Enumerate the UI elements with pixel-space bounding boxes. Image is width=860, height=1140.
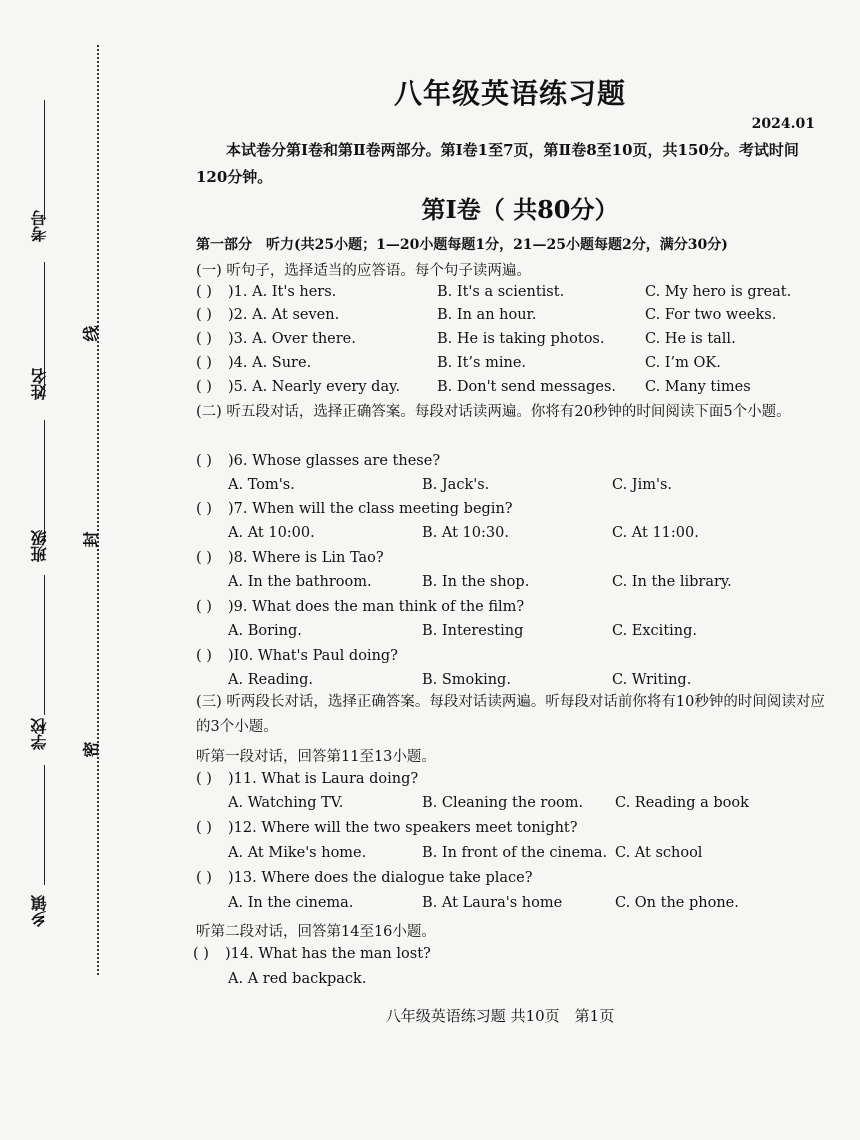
q7-option-a: A. At 10:00. — [228, 525, 315, 541]
q10-option-b: B. Smoking. — [422, 672, 511, 688]
q13-option-a: A. In the cinema. — [228, 895, 354, 911]
q2-option-c: C. For two weeks. — [645, 307, 777, 323]
q7-option-c: C. At 11:00. — [612, 525, 699, 541]
page-footer: 八年级英语练习题 共10页 第1页 — [385, 1007, 615, 1025]
q12-option-a: A. At Mike's home. — [228, 845, 367, 861]
q11-option-a: A. Watching TV. — [228, 795, 344, 811]
q3-option-c: C. He is tall. — [645, 331, 736, 347]
part-heading: 第一部分 听力(共25小题；1—20小题每题1分，21—25小题每题2分，满分30分) — [196, 237, 728, 253]
q10-option-a: A. Reading. — [228, 672, 313, 688]
exam-no-label: 考号 — [30, 210, 49, 242]
answer-paren: ( ) — [196, 820, 212, 836]
school-label: 学校 — [30, 718, 49, 750]
answer-paren: ( ) — [196, 355, 212, 371]
town-label: 乡镇 — [30, 895, 49, 927]
q9-option-b: B. Interesting — [422, 623, 524, 639]
binding-char-seal: 封 — [81, 531, 101, 548]
q12-option-c: C. At school — [615, 845, 703, 861]
section-title: 第Ⅰ卷（ 共80分） — [421, 195, 619, 224]
class-line — [44, 420, 45, 540]
answer-paren: ( ) — [196, 284, 212, 300]
q3-option-a: )3. A. Over there. — [228, 331, 356, 347]
binding-char-close: 密 — [81, 741, 101, 758]
q8-option-a: A. In the bathroom. — [228, 574, 372, 590]
answer-paren: ( ) — [196, 550, 212, 566]
q10-question: )I0. What's Paul doing? — [228, 648, 398, 664]
sub-section-3: (三) 听两段长对话，选择正确答案。每段对话读两遍。听每段对话前你将有10秒钟的时间阅读对应的3个小题。 — [196, 694, 825, 735]
town-line — [44, 765, 45, 885]
q11-option-c: C. Reading a book — [615, 795, 749, 811]
q13-option-b: B. At Laura's home — [422, 895, 563, 911]
q4-option-c: C. I’m OK. — [645, 355, 721, 371]
q2-option-a: )2. A. At seven. — [228, 307, 340, 323]
q5-option-c: C. Many times — [645, 379, 751, 395]
q3-option-b: B. He is taking photos. — [437, 331, 605, 347]
q6-option-a: A. Tom's. — [228, 477, 295, 493]
dialog-1-instruction: 听第一段对话，回答第11至13小题。 — [196, 749, 436, 765]
q1-option-c: C. My hero is great. — [645, 284, 792, 300]
sub-section-1: (一) 听句子，选择适当的应答语。每个句子读两遍。 — [196, 263, 531, 279]
q5-option-b: B. Don't send messages. — [437, 379, 617, 395]
q12-question: )12. Where will the two speakers meet tonight? — [228, 820, 578, 836]
q10-option-c: C. Writing. — [612, 672, 692, 688]
q11-question: )11. What is Laura doing? — [228, 771, 419, 787]
q14-question: )14. What has the man lost? — [225, 946, 431, 962]
answer-paren: ( ) — [196, 870, 212, 886]
page-title: 八年级英语练习题 — [393, 77, 626, 110]
answer-paren: ( ) — [193, 946, 209, 962]
q6-option-c: C. Jim's. — [612, 477, 673, 493]
exam-date: 2024.01 — [751, 116, 815, 132]
binding-char-line: 线 — [81, 325, 101, 342]
q1-option-a: )1. A. It's hers. — [228, 284, 337, 300]
q9-question: )9. What does the man think of the film? — [228, 599, 525, 615]
exam-intro: 本试卷分第Ⅰ卷和第Ⅱ卷两部分。第Ⅰ卷1至7页，第Ⅱ卷8至10页，共150分。考试时间120分钟。 — [196, 141, 799, 186]
q6-question: )6. Whose glasses are these? — [228, 453, 441, 469]
q13-option-c: C. On the phone. — [615, 895, 739, 911]
dialog-2-instruction: 听第二段对话，回答第14至16小题。 — [196, 924, 436, 940]
answer-paren: ( ) — [196, 453, 212, 469]
q4-option-b: B. It’s mine. — [437, 355, 527, 371]
class-label: 班级 — [30, 530, 49, 562]
name-label: 姓名 — [30, 368, 49, 400]
q8-option-b: B. In the shop. — [422, 574, 530, 590]
answer-paren: ( ) — [196, 379, 212, 395]
q11-option-b: B. Cleaning the room. — [422, 795, 584, 811]
q7-question: )7. When will the class meeting begin? — [228, 501, 513, 517]
q9-option-a: A. Boring. — [228, 623, 302, 639]
q9-option-c: C. Exciting. — [612, 623, 698, 639]
q4-option-a: )4. A. Sure. — [228, 355, 312, 371]
q6-option-b: B. Jack's. — [422, 477, 490, 493]
q12-option-b: B. In front of the cinema. — [422, 845, 608, 861]
q7-option-b: B. At 10:30. — [422, 525, 509, 541]
q2-option-b: B. In an hour. — [437, 307, 537, 323]
q5-option-a: )5. A. Nearly every day. — [228, 379, 400, 395]
answer-paren: ( ) — [196, 331, 212, 347]
binding-dotted-line — [97, 45, 99, 975]
answer-paren: ( ) — [196, 599, 212, 615]
q14-option-a: A. A red backpack. — [228, 971, 367, 987]
answer-paren: ( ) — [196, 771, 212, 787]
q13-question: )13. Where does the dialogue take place? — [228, 870, 533, 886]
answer-paren: ( ) — [196, 307, 212, 323]
answer-paren: ( ) — [196, 501, 212, 517]
school-line — [44, 575, 45, 715]
q1-option-b: B. It's a scientist. — [437, 284, 565, 300]
answer-paren: ( ) — [196, 648, 212, 664]
q8-option-c: C. In the library. — [612, 574, 732, 590]
q8-question: )8. Where is Lin Tao? — [228, 550, 384, 566]
sub-section-2: (二) 听五段对话，选择正确答案。每段对话读两遍。你将有20秒钟的时间阅读下面5个小题。 — [196, 404, 791, 420]
